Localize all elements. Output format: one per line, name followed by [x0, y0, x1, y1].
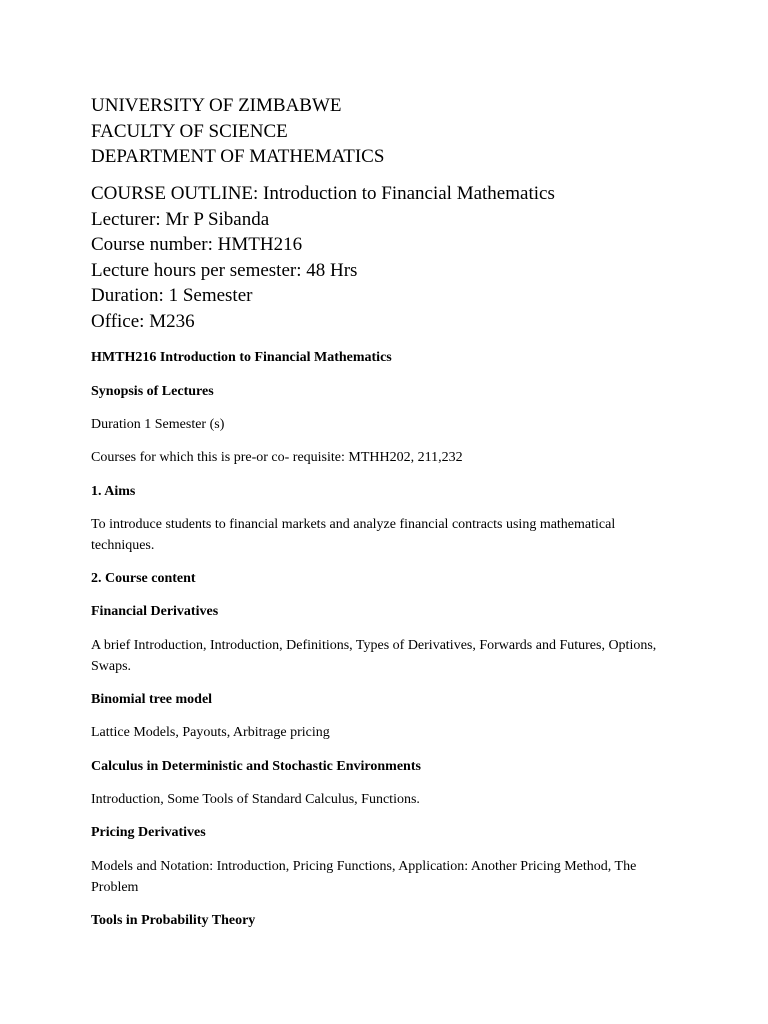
section-text: A brief Introduction, Introduction, Definitions, Types of Derivatives, Forwards and Futures, Options, Swaps.	[91, 638, 657, 674]
faculty-name: FACULTY OF SCIENCE	[91, 120, 288, 142]
university-name: UNIVERSITY OF ZIMBABWE	[91, 95, 342, 116]
lecture-hours-line: Lecture hours per semester: 48 Hrs	[91, 259, 358, 281]
section-heading: Financial Derivatives	[91, 604, 219, 619]
document-header	[91, 93, 691, 170]
prerequisite-text: Courses for which this is pre-or co- requisite: MTHH202, 211,232	[91, 450, 463, 465]
lecturer-line: Lecturer: Mr P Sibanda	[91, 208, 270, 230]
duration-line: Duration: 1 Semester	[91, 285, 253, 306]
section-heading: Pricing Derivatives	[91, 825, 206, 840]
aims-heading: 1. Aims	[91, 484, 136, 499]
duration-text: Duration 1 Semester (s)	[91, 417, 225, 432]
course-outline-title: COURSE OUTLINE: Introduction to Financial Mathematics	[91, 183, 555, 204]
synopsis-heading: Synopsis of Lectures	[91, 384, 214, 399]
section-text: Models and Notation: Introduction, Pricing Functions, Application: Another Pricing Method, The Problem	[91, 859, 637, 895]
aims-text: To introduce students to financial markets and analyze financial contracts using mathematical techniques.	[91, 517, 616, 553]
department-name: DEPARTMENT OF MATHEMATICS	[91, 146, 385, 167]
course-number-line: Course number: HMTH216	[91, 234, 303, 255]
section-heading: Tools in Probability Theory	[91, 913, 256, 928]
course-content-heading: 2. Course content	[91, 571, 196, 586]
course-outline-info	[91, 181, 691, 334]
course-title-heading: HMTH216 Introduction to Financial Mathematics	[91, 350, 392, 365]
section-heading: Binomial tree model	[91, 692, 213, 707]
office-line: Office: M236	[91, 310, 195, 332]
section-text: Lattice Models, Payouts, Arbitrage pricing	[91, 725, 330, 740]
section-text: Introduction, Some Tools of Standard Calculus, Functions.	[91, 792, 420, 807]
section-heading: Calculus in Deterministic and Stochastic Environments	[91, 759, 421, 774]
